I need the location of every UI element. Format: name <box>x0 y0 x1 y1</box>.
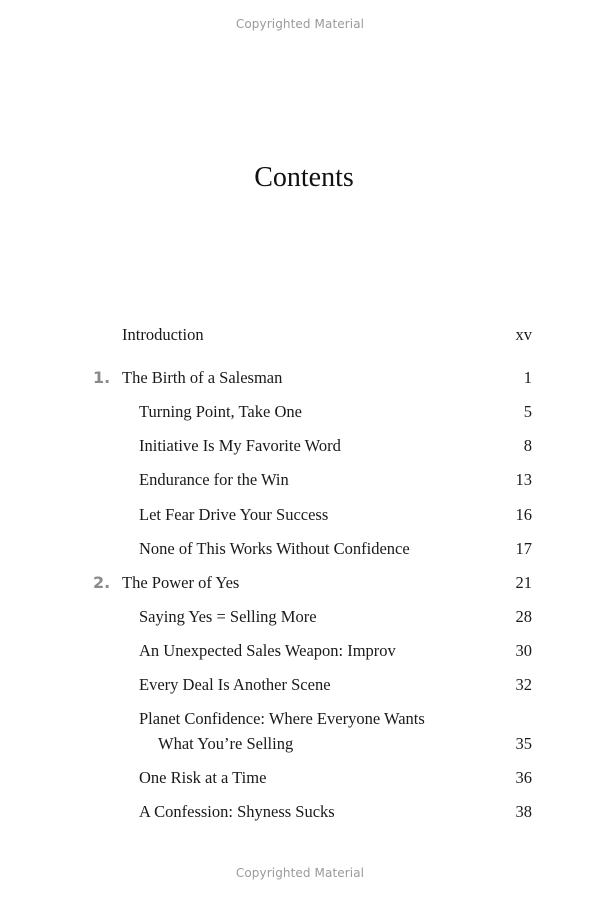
section-page: 35 <box>515 734 532 753</box>
toc-section[interactable] <box>0 768 600 788</box>
page-title: Contents <box>254 162 354 193</box>
toc-section[interactable] <box>0 675 600 695</box>
section-title: Let Fear Drive Your Success <box>139 505 329 524</box>
toc-entry-introduction[interactable] <box>0 325 600 345</box>
section-page: 32 <box>515 675 532 694</box>
section-page: 8 <box>523 436 532 455</box>
toc-chapter-1[interactable] <box>0 368 600 388</box>
section-title: Initiative Is My Favorite Word <box>139 436 341 455</box>
section-title: Every Deal Is Another Scene <box>139 675 331 694</box>
section-title: A Confession: Shyness Sucks <box>139 802 335 821</box>
toc-section[interactable] <box>0 607 600 627</box>
section-title-continued: What You’re Selling <box>158 734 294 753</box>
toc-entry-page: xv <box>515 325 532 344</box>
section-title: Endurance for the Win <box>139 470 289 489</box>
section-title: An Unexpected Sales Weapon: Improv <box>139 641 396 660</box>
section-page: 28 <box>515 607 532 626</box>
section-page: 30 <box>515 641 532 660</box>
section-title: Turning Point, Take One <box>139 402 302 421</box>
chapter-number: 2. <box>93 573 111 592</box>
toc-section[interactable] <box>0 641 600 661</box>
chapter-number: 1. <box>93 368 111 387</box>
copyright-watermark-top: Copyrighted Material <box>235 17 365 31</box>
section-page: 5 <box>523 402 532 421</box>
chapter-title: The Birth of a Salesman <box>122 368 283 387</box>
toc-section[interactable] <box>0 505 600 525</box>
toc-section[interactable] <box>0 470 600 490</box>
section-page: 17 <box>515 539 532 558</box>
section-page: 16 <box>515 505 532 524</box>
toc-chapter-2[interactable] <box>0 573 600 593</box>
toc-section[interactable] <box>0 709 600 753</box>
section-title: None of This Works Without Confidence <box>139 539 410 558</box>
chapter-page: 1 <box>523 368 532 387</box>
copyright-watermark-bottom: Copyrighted Material <box>235 866 365 880</box>
toc-section[interactable] <box>0 436 600 456</box>
section-title: One Risk at a Time <box>139 768 267 787</box>
section-title: Saying Yes = Selling More <box>139 607 317 626</box>
toc-section[interactable] <box>0 802 600 822</box>
section-page: 13 <box>515 470 532 489</box>
section-page: 36 <box>515 768 532 787</box>
toc-entry-label: Introduction <box>122 325 204 344</box>
chapter-title: The Power of Yes <box>122 573 240 592</box>
section-page: 38 <box>515 802 532 821</box>
toc-section[interactable] <box>0 402 600 422</box>
chapter-page: 21 <box>515 573 532 592</box>
toc-section[interactable] <box>0 539 600 559</box>
section-title: Planet Confidence: Where Everyone Wants <box>139 709 425 728</box>
